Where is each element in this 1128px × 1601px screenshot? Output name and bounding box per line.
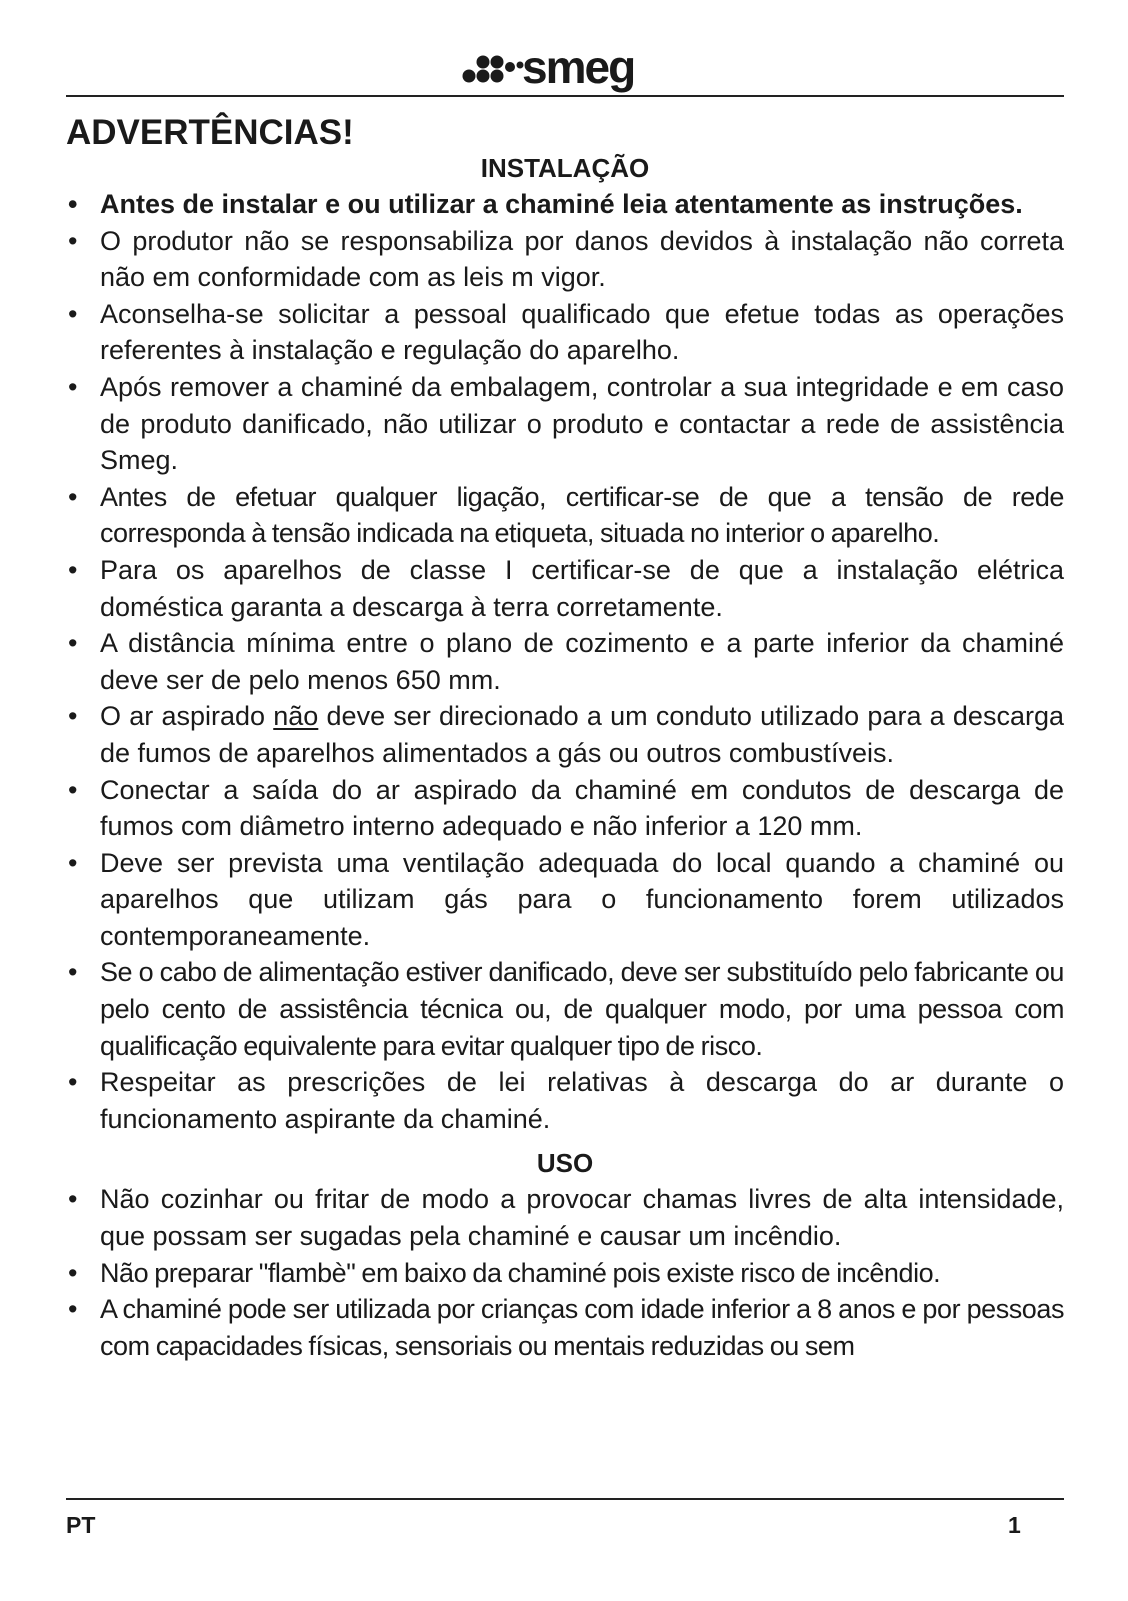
- list-item: • Respeitar as prescrições de lei relativas à descarga do ar durante o funcionamento aspirante da chaminé.: [66, 1064, 1064, 1137]
- bullet-icon: •: [68, 628, 78, 659]
- list-item: • Deve ser prevista uma ventilação adequada do local quando a chaminé ou aparelhos que utilizam gás para o funcionamento forem utilizados contemporaneamente.: [66, 845, 1064, 955]
- list-item: • Para os aparelhos de classe I certificar-se de que a instalação elétrica doméstica garanta a descarga à terra corretamente.: [66, 552, 1064, 625]
- bullet-icon: •: [68, 1067, 78, 1098]
- list-item: • Antes de efetuar qualquer ligação, certificar-se de que a tensão de rede corresponda à tensão indicada na etiqueta, situada no interior o aparelho.: [66, 479, 1064, 552]
- language-code: PT: [66, 1512, 96, 1538]
- list-item: • Se o cabo de alimentação estiver danificado, deve ser substituído pelo fabricante ou pelo cento de assistência técnica ou, de qualquer modo, por uma pessoa com qualificação equivalente para evitar qualquer tipo de risco.: [66, 954, 1064, 1064]
- list-item: • Aconselha-se solicitar a pessoal qualificado que efetue todas as operações referentes à instalação e regulação do aparelho.: [66, 296, 1064, 369]
- list-item: • Antes de instalar e ou utilizar a chaminé leia atentamente as instruções.: [66, 186, 1064, 223]
- bullet-icon: •: [68, 371, 78, 402]
- section-heading-instalacao: INSTALAÇÃO: [480, 153, 650, 183]
- bullet-icon: •: [68, 481, 78, 512]
- instalacao-list: [66, 186, 1064, 1137]
- footer-divider: [66, 1498, 1064, 1500]
- bullet-icon: •: [68, 701, 78, 732]
- page-number: 1: [1008, 1512, 1021, 1538]
- header-divider: [66, 95, 1064, 97]
- bullet-icon: •: [68, 298, 78, 329]
- list-item: • Não cozinhar ou fritar de modo a provocar chamas livres de alta intensidade, que possam ser sugadas pela chaminé e causar um incêndio.: [66, 1181, 1064, 1254]
- bullet-icon: •: [68, 1184, 78, 1215]
- bullet-icon: •: [68, 847, 78, 878]
- bullet-icon: •: [68, 774, 78, 805]
- brand-name: smeg: [522, 41, 635, 93]
- uso-list: [66, 1181, 1064, 1364]
- list-item: • O produtor não se responsabiliza por danos devidos à instalação não correta não em conformidade com as leis m vigor.: [66, 223, 1064, 296]
- bullet-icon: •: [68, 1257, 78, 1288]
- bullet-icon: •: [68, 957, 78, 988]
- page-title: ADVERTÊNCIAS!: [66, 113, 354, 152]
- smeg-dots-icon: [462, 42, 530, 92]
- list-item: • Não preparar "flambè" em baixo da chaminé pois existe risco de incêndio.: [66, 1255, 1064, 1292]
- list-item: • O ar aspirado não deve ser direcionado a um conduto utilizado para a descarga de fumos de aparelhos alimentados a gás ou outros combustíveis.: [66, 698, 1064, 771]
- list-item: • Após remover a chaminé da embalagem, controlar a sua integridade e em caso de produto danificado, não utilizar o produto e contactar a rede de assistência Smeg.: [66, 369, 1064, 479]
- document-body: [66, 150, 1064, 1364]
- bullet-icon: •: [68, 225, 78, 256]
- section-heading-uso: USO: [536, 1148, 594, 1179]
- brand-logo: [462, 42, 672, 92]
- bullet-icon: •: [68, 189, 78, 219]
- emphasis-underline: não: [273, 701, 319, 732]
- list-item: • Conectar a saída do ar aspirado da chaminé em condutos de descarga de fumos com diâmetro interno adequado e não inferior a 120 mm.: [66, 772, 1064, 845]
- bullet-icon: •: [68, 554, 78, 585]
- list-item: • A distância mínima entre o plano de cozimento e a parte inferior da chaminé deve ser de pelo menos 650 mm.: [66, 625, 1064, 698]
- list-item: • A chaminé pode ser utilizada por crianças com idade inferior a 8 anos e por pessoas com capacidades físicas, sensoriais ou mentais reduzidas ou sem: [66, 1291, 1064, 1364]
- bullet-icon: •: [68, 1294, 78, 1325]
